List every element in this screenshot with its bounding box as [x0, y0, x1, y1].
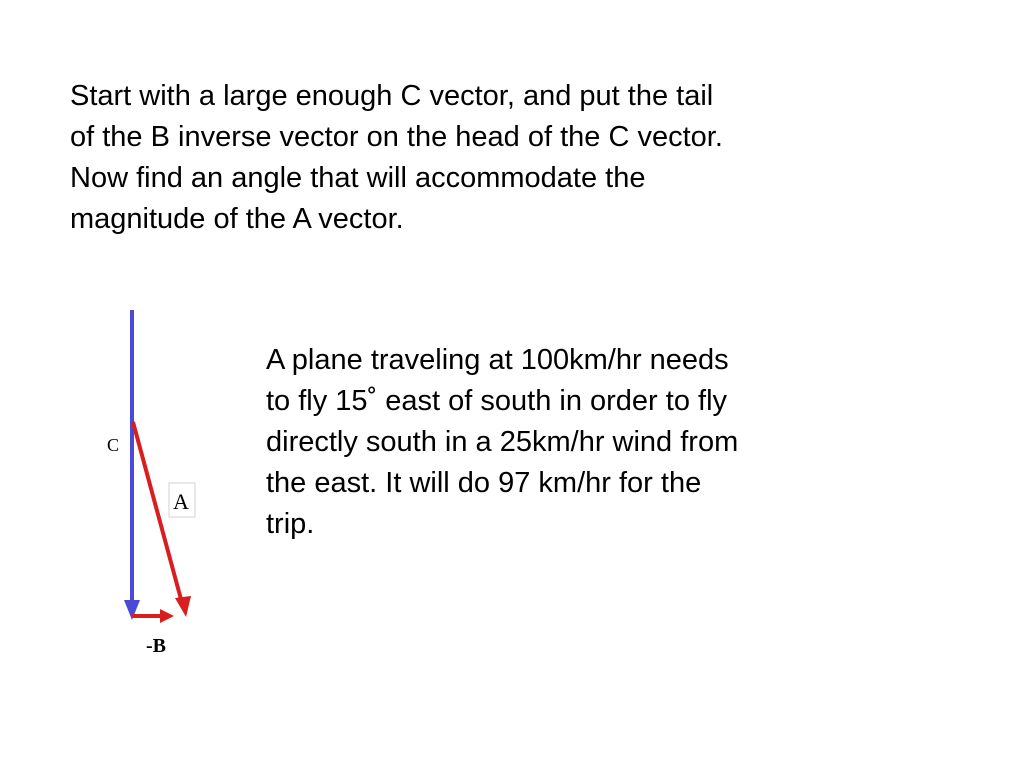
intro-line: Start with a large enough C vector, and put the tail: [70, 80, 714, 112]
a-vector: [133, 422, 191, 617]
c-vector: [124, 310, 140, 620]
intro-line: of the B inverse vector on the head of the C vector.: [70, 121, 723, 153]
c-label: C: [107, 435, 120, 455]
intro-line: magnitude of the A vector.: [70, 203, 404, 235]
problem-line: directly south in a 25km/hr wind from: [266, 426, 739, 458]
a-vector-arrowhead: [175, 596, 191, 617]
problem-line: the east. It will do 97 km/hr for the: [266, 467, 702, 499]
problem-line: A plane traveling at 100km/hr needs: [266, 344, 729, 376]
a-label: A: [173, 489, 189, 514]
neg-b-vector: [132, 609, 174, 623]
intro-line: Now find an angle that will accommodate the: [70, 162, 646, 194]
problem-line: to fly 15˚ east of south in order to fly: [266, 385, 728, 417]
a-label-box: [169, 483, 195, 517]
problem-line: trip.: [266, 508, 315, 540]
neg-b-label: -B: [146, 635, 166, 657]
neg-b-vector-arrowhead: [160, 609, 174, 623]
